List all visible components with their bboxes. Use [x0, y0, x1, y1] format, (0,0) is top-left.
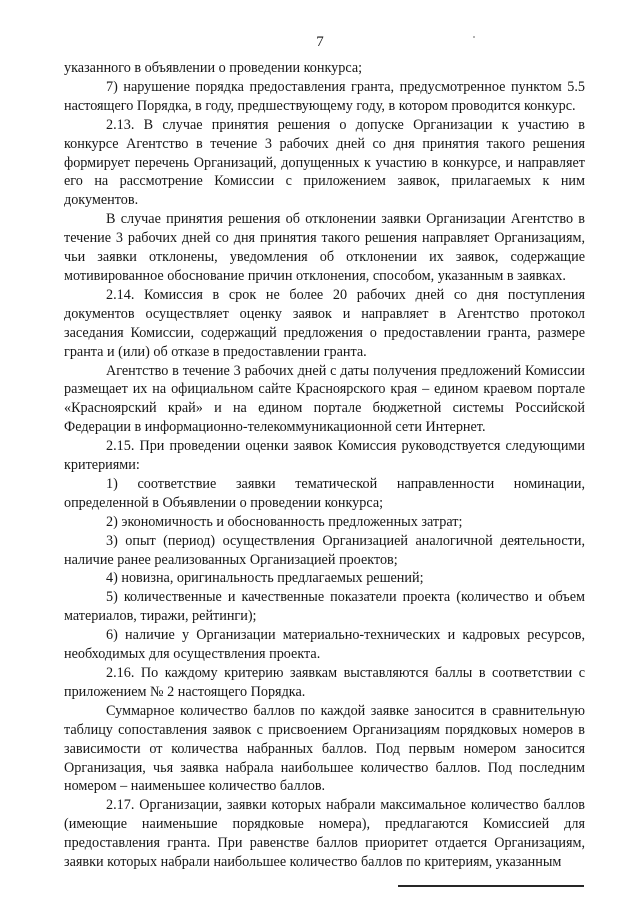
paragraph-publication: Агентство в течение 3 рабочих дней с даты получения предложений Комиссии размещает их на официальном сайте Красноярского края – едином краевом портале «Красноярский край» и на едином портале бюджетной системы Российской Федерации в информационно-телекоммуникационной сети Интернет.	[64, 362, 585, 436]
criterion-6: 6) наличие у Организации материально-технических и кадровых ресурсов, необходимых для осуществления проекта.	[64, 627, 585, 663]
criterion-3: 3) опыт (период) осуществления Организацией аналогичной деятельности, наличие ранее реализованных Организацией проектов;	[64, 532, 585, 568]
paragraph-2-13: 2.13. В случае принятия решения о допуске Организации к участию в конкурсе Агентство в течение 3 рабочих дней со дня принятия такого решения формирует перечень Организаций, допущенных к участию в конкурсе, и направляет его на рассмотрение Комиссии с приложением заявок, прилагаемых к ним документов.	[64, 116, 585, 209]
criterion-1: 1) соответствие заявки тематической направленности номинации, определенной в Объявлении о проведении конкурса;	[64, 475, 585, 511]
paragraph-2-16: 2.16. По каждому критерию заявкам выставляются баллы в соответствии с приложением № 2 настоящего Порядка.	[64, 665, 585, 700]
document-body	[64, 59, 585, 872]
criterion-4: 4) новизна, оригинальность предлагаемых решений;	[106, 570, 424, 587]
paragraph-continuation: указанного в объявлении о проведении конкурса;	[64, 60, 363, 76]
paragraph-2-17: 2.17. Организации, заявки которых набрали максимальное количество баллов (имеющие наименьшие порядковые номера), предлагаются Комиссией для предоставления гранта. При равенстве баллов приоритет отдается Организациям, заявки которых набрали наибольшее количество баллов по критериям, указанным	[64, 797, 585, 871]
page-number: 7	[316, 34, 324, 50]
paragraph-2-14: 2.14. Комиссия в срок не более 20 рабочих дней со дня поступления документов осуществляет оценку заявок и направляет в Агентство протокол заседания Комиссии, содержащий предложения о предоставлении гранта, размере гранта и (или) об отказе в предоставлении гранта.	[64, 286, 585, 360]
paragraph-item-7: 7) нарушение порядка предоставления гранта, предусмотренное пунктом 5.5 настоящего Порядка, в году, предшествующему году, в котором проводится конкурс.	[64, 78, 585, 114]
criterion-2: 2) экономичность и обоснованность предложенных затрат;	[106, 513, 463, 530]
paragraph-rejection: В случае принятия решения об отклонении заявки Организации Агентство в течение 3 рабочих дней со дня принятия такого решения направляет Организациям, чьи заявки отклонены, уведомления об отклонении их заявок, содержащие мотивированное обоснование причин отклонения, способом, указанным в заявках.	[64, 211, 585, 284]
criterion-5: 5) количественные и качественные показатели проекта (количество и объем материалов, тиражи, рейтинги);	[64, 589, 585, 625]
paragraph-2-15: 2.15. При проведении оценки заявок Комиссия руководствуется следующими критериями:	[64, 438, 585, 474]
scan-speck	[473, 36, 475, 38]
paragraph-ranking: Суммарное количество баллов по каждой заявке заносится в сравнительную таблицу сопоставления заявок с присвоением Организациям порядковых номеров в зависимости от количества набранных баллов. Под первым номером заносится Организация, чья заявка набрала наибольшее количество баллов. Под последним номером – наименьшее количество баллов.	[64, 702, 585, 795]
bottom-rule	[398, 885, 584, 887]
